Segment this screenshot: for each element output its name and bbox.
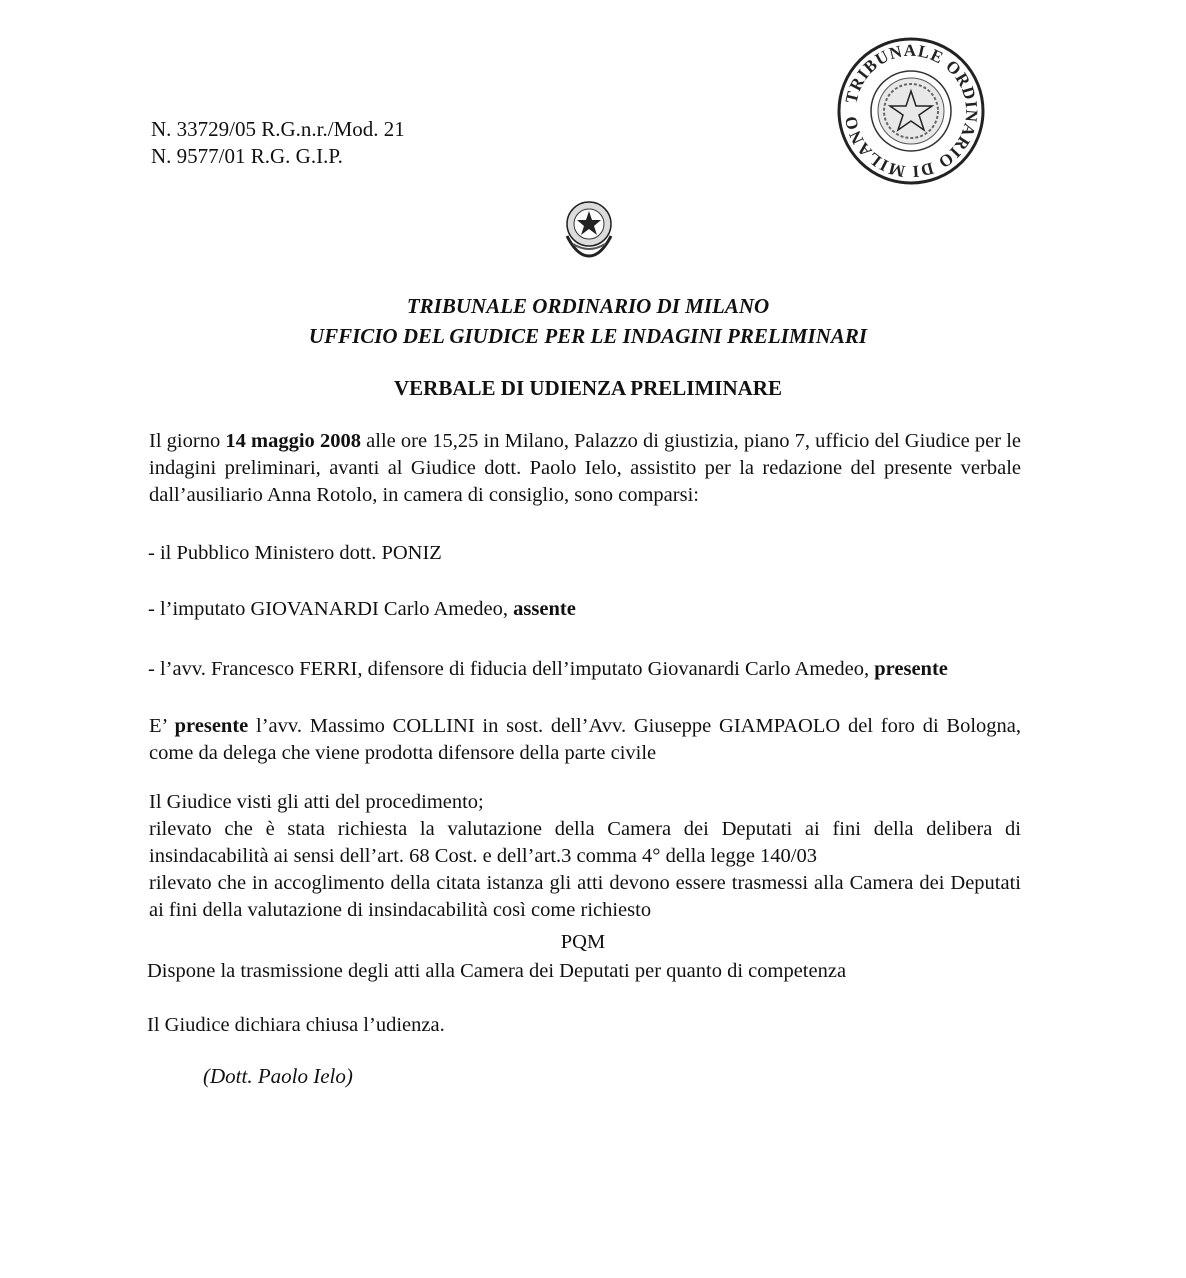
svg-text:TRIBUNALE ORDINARIO DI MILANO: TRIBUNALE ORDINARIO DI MILANO — [840, 40, 982, 182]
difensore-text: - l’avv. Francesco FERRI, difensore di fiducia dell’imputato Giovanardi Carlo Amedeo, — [148, 658, 875, 680]
judge-signature: (Dott. Paolo Ielo) — [203, 1064, 353, 1088]
party-difensore — [148, 658, 948, 681]
hearing-date: 14 maggio 2008 — [225, 430, 361, 452]
difensore-status: presente — [874, 658, 948, 680]
parte-civile-status: presente — [174, 715, 249, 737]
decision-line-1: Il Giudice visti gli atti del procedimento; — [149, 791, 484, 813]
parte-civile-text: l’avv. Massimo COLLINI in sost. dell’Avv. Giuseppe GIAMPAOLO del foro di Bologna, come da delega che viene prodotta difensore della parte civile — [149, 715, 1022, 764]
ref-line-rgnr: N. 33729/05 R.G.n.r./Mod. 21 — [151, 117, 405, 141]
party-imputato — [148, 598, 576, 621]
document-title: VERBALE DI UDIENZA PRELIMINARE — [394, 376, 782, 400]
opening-paragraph — [149, 428, 1021, 509]
court-seal-stamp — [836, 36, 986, 186]
dispone-line: Dispone la trasmissione degli atti alla Camera dei Deputati per quanto di competenza — [147, 960, 847, 982]
decision-paragraph — [149, 789, 1021, 924]
court-name: TRIBUNALE ORDINARIO DI MILANO — [406, 294, 770, 318]
decision-line-3: rilevato che in accoglimento della citata istanza gli atti devono essere trasmessi alla Camera dei Deputati ai fini della valutazione di insindacabilità così come richiesto — [149, 872, 1021, 921]
court-office: UFFICIO DEL GIUDICE PER LE INDAGINI PRELIMINARI — [308, 324, 868, 348]
pqm-heading: PQM — [560, 931, 606, 953]
parte-civile-prefix: E’ — [149, 715, 175, 737]
parte-civile-paragraph — [149, 713, 1021, 767]
opening-text: alle ore 15,25 in Milano, Palazzo di giustizia, piano 7, ufficio del Giudice per le indagini preliminari, avanti al Giudice dott. Paolo Ielo, assistito per la redazione del presente verbale dall’ausiliario Anna Rotolo, in camera di consiglio, sono comparsi: — [149, 430, 1021, 506]
imputato-text: - l’imputato GIOVANARDI Carlo Amedeo, — [148, 598, 514, 620]
opening-prefix: Il giorno — [149, 430, 226, 452]
hearing-closed-line: Il Giudice dichiara chiusa l’udienza. — [147, 1014, 445, 1036]
italian-republic-emblem-icon — [559, 196, 619, 260]
case-references — [151, 116, 405, 170]
party-pm: - il Pubblico Ministero dott. PONIZ — [148, 542, 442, 564]
ref-line-rggip: N. 9577/01 R.G. G.I.P. — [151, 144, 343, 168]
imputato-status: assente — [513, 598, 576, 620]
decision-line-2: rilevato che è stata richiesta la valutazione della Camera dei Deputati ai fini della delibera di insindacabilità ai sensi dell’art. 68 Cost. e dell’art.3 comma 4° della legge 140/03 — [149, 818, 1021, 867]
